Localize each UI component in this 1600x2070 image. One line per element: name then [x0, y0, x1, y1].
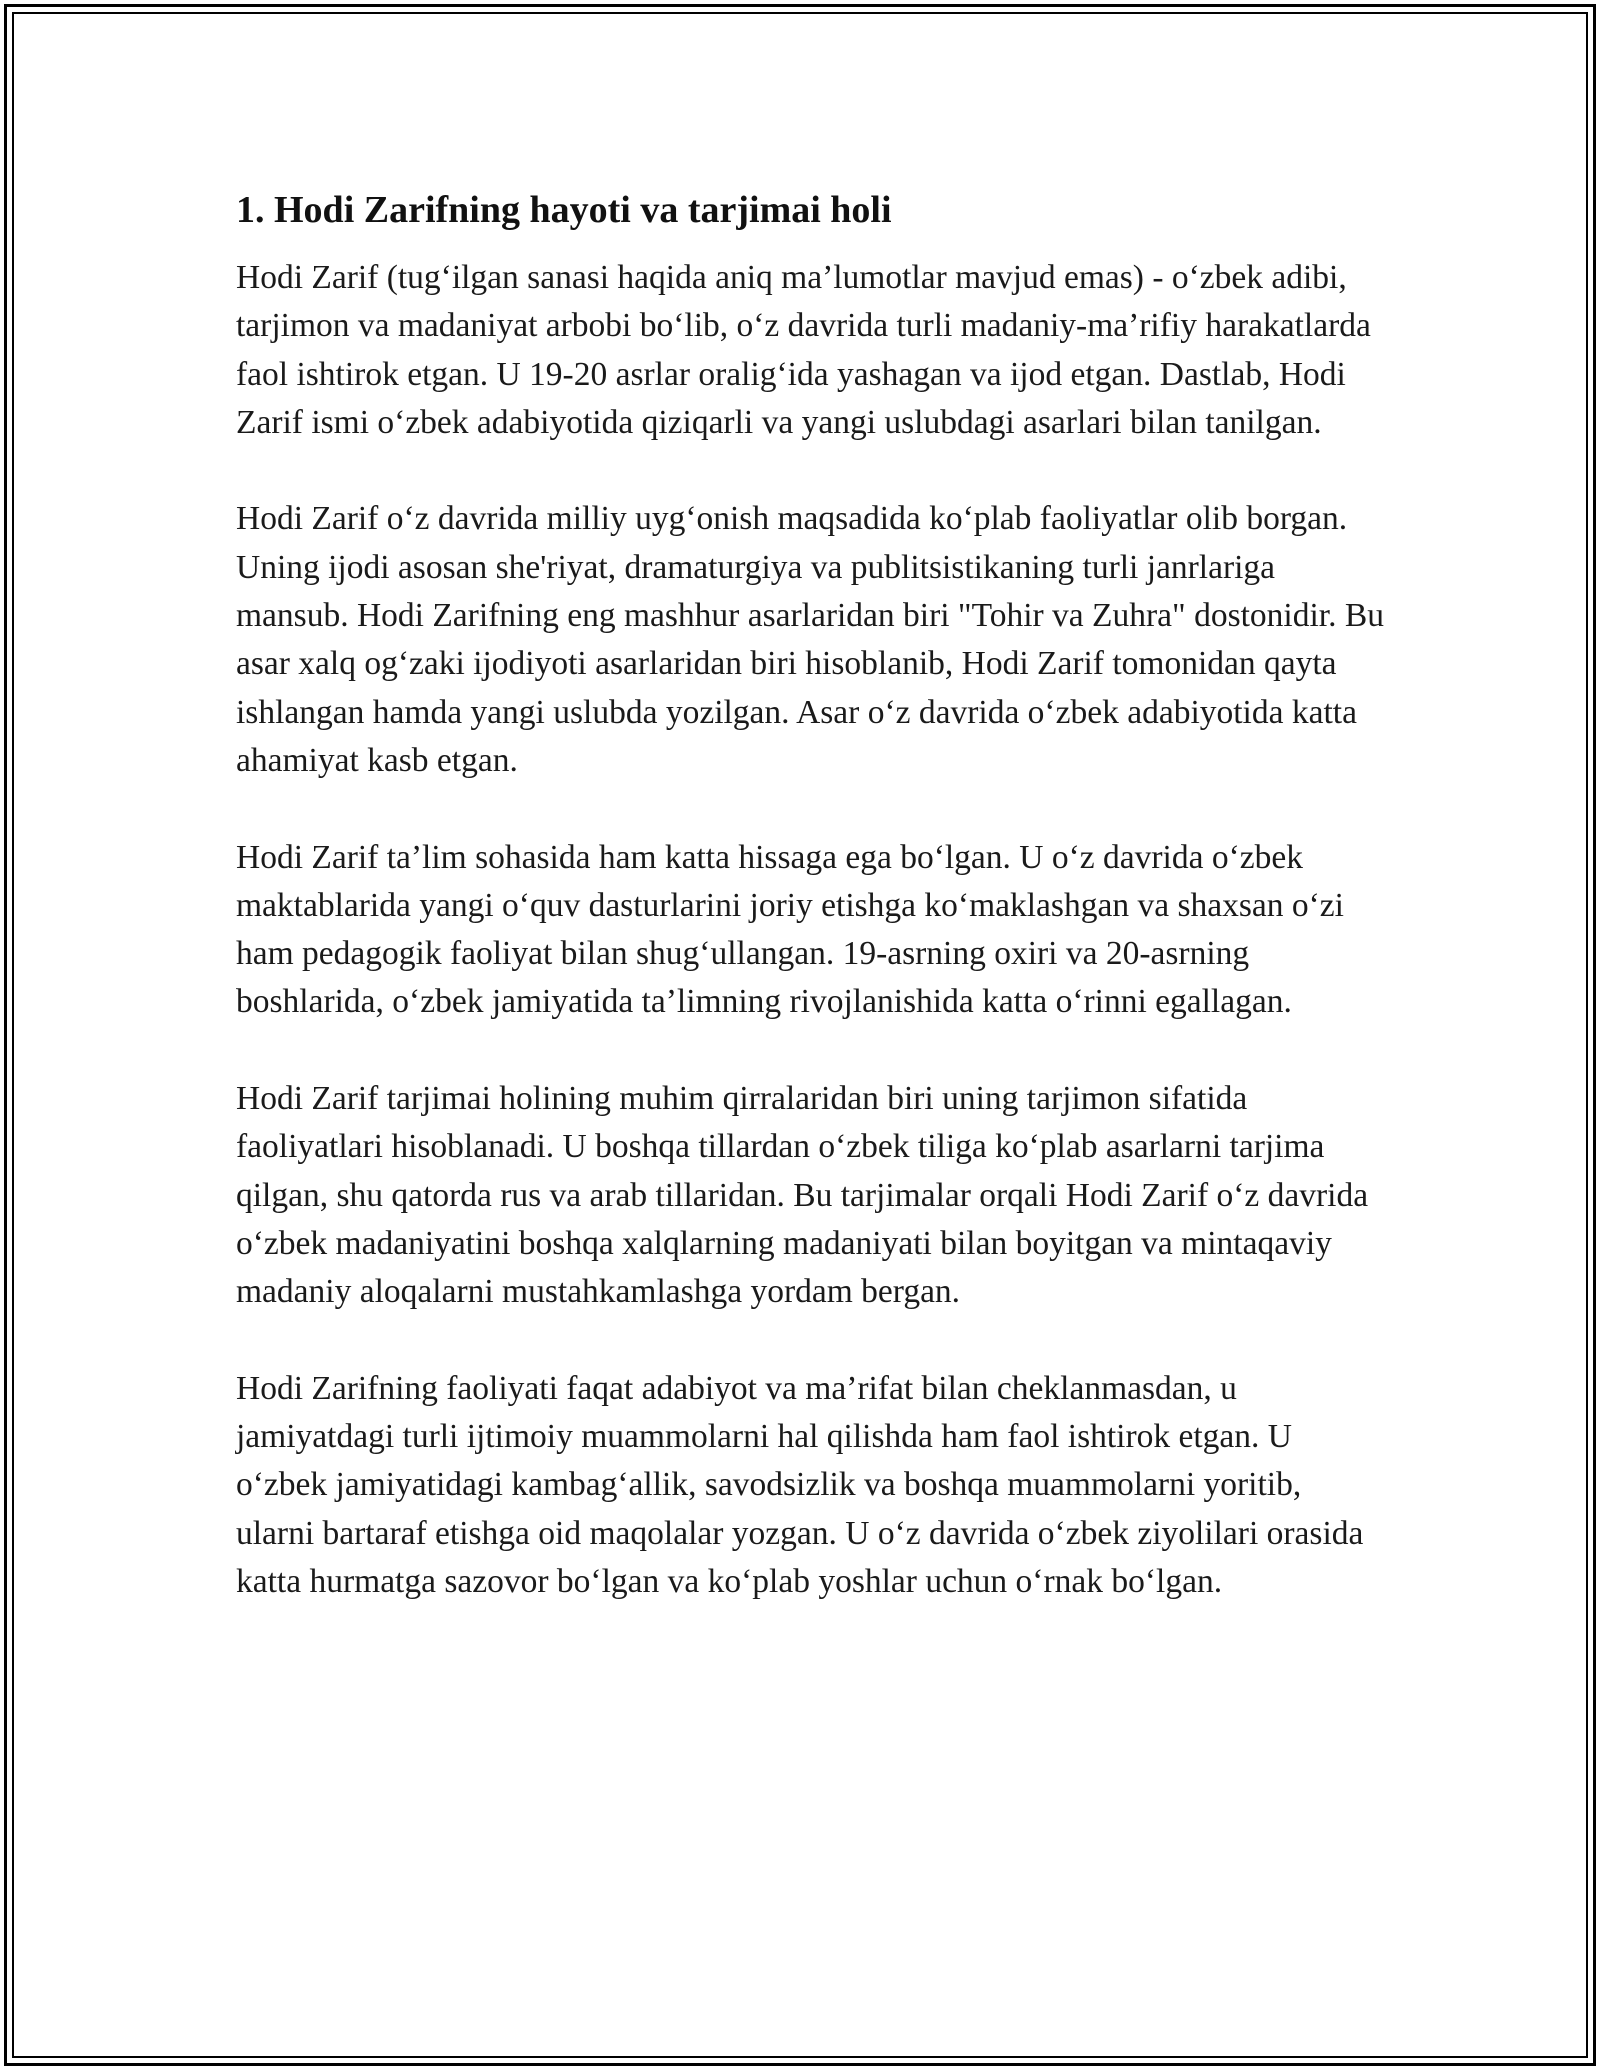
paragraph-social-activity: Hodi Zarifning faoliyati faqat adabiyot va ma’rifat bilan cheklanmasdan, u jamiyatdagi turli ijtimoiy muammolarni hal qilishda ham faol ishtirok etgan. U o‘zbek jamiyatidagi kambag‘allik, savodsizlik va boshqa muammolarni yoritib, ularni bartaraf etishga oid maqolalar yozgan. U o‘z davrida o‘zbek ziyolilari orasida katta hurmatga sazovor bo‘lgan va ko‘plab yoshlar uchun o‘rnak bo‘lgan. — [236, 1369, 1364, 1601]
document-body — [236, 186, 1386, 1655]
paragraph-translation: Hodi Zarif tarjimai holining muhim qirralaridan biri uning tarjimon sifatida faoliyatlari hisoblanadi. U boshqa tillardan o‘zbek tiliga ko‘plab asarlarni tarjima qilgan, shu qatorda rus va arab tillaridan. Bu tarjimalar orqali Hodi Zarif o‘z davrida o‘zbek madaniyatini boshqa xalqlarning madaniyati bilan boyitgan va mintaqaviy madaniy aloqalarni mustahkamlashga yordam bergan. — [236, 1080, 1369, 1311]
page-title: 1. Hodi Zarifning hayoti va tarjimai holi — [236, 189, 892, 231]
paragraph-education: Hodi Zarif ta’lim sohasida ham katta hissaga ega bo‘lgan. U o‘z davrida o‘zbek maktablarida yangi o‘quv dasturlarini joriy etishga ko‘maklashgan va shaxsan o‘zi ham pedagogik faoliyat bilan shug‘ullangan. 19-asrning oxiri va 20-asrning boshlarida, o‘zbek jamiyatida ta’limning rivojlanishida katta o‘rinni egallagan. — [236, 838, 1344, 1021]
paragraph-life-intro: Hodi Zarif (tug‘ilgan sanasi haqida aniq ma’lumotlar mavjud emas) - o‘zbek adibi, tarjimon va madaniyat arbobi bo‘lib, o‘z davrida turli madaniy-ma’rifiy harakatlarda faol ishtirok etgan. U 19-20 asrlar oralig‘ida yashagan va ijod etgan. Dastlab, Hodi Zarif ismi o‘zbek adabiyotida qiziqarli va yangi uslubdagi asarlari bilan tanilgan. — [236, 259, 1371, 441]
paragraph-creative-work: Hodi Zarif o‘z davrida milliy uyg‘onish maqsadida ko‘plab faoliyatlar olib borgan. Uning ijodi asosan she'riyat, dramaturgiya va publitsistikaning turli janrlariga mansub. Hodi Zarifning eng mashhur asarlaridan biri "Tohir va Zuhra" dostonidir. Bu asar xalq og‘zaki ijodiyoti asarlaridan biri hisoblanib, Hodi Zarif tomonidan qayta ishlangan hamda yangi uslubda yozilgan. Asar o‘z davrida o‘zbek adabiyotida katta ahamiyat kasb etgan. — [236, 500, 1384, 779]
